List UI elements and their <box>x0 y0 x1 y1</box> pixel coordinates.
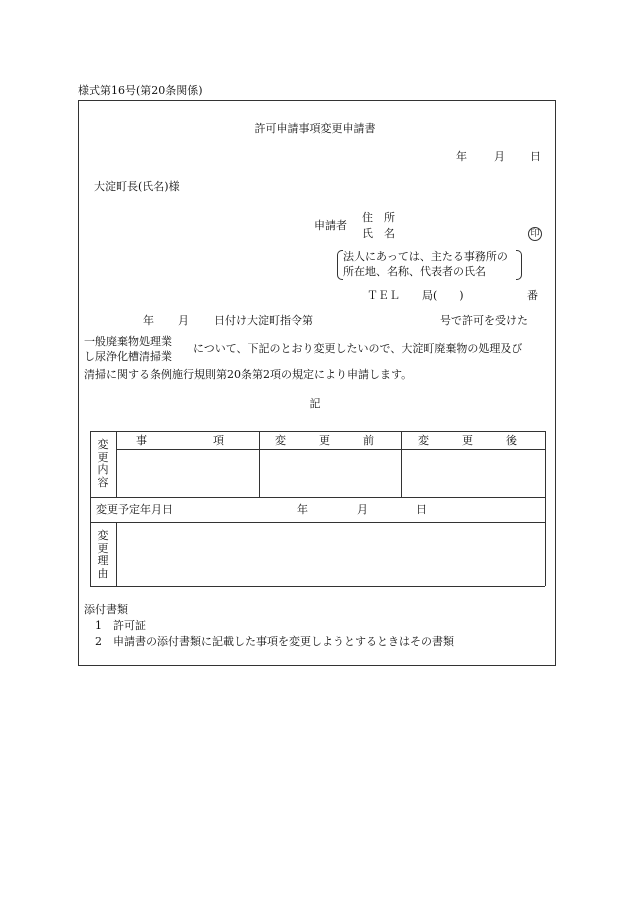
form-number: 様式第16号(第20条関係) <box>78 84 203 97</box>
table-column-divider <box>259 431 260 497</box>
table-row-divider <box>90 497 545 498</box>
planned-day: 日 <box>416 503 427 516</box>
table-column-divider <box>116 522 117 586</box>
date-day: 日 <box>530 150 541 163</box>
date-year: 年 <box>456 150 467 163</box>
planned-year: 年 <box>297 503 308 516</box>
tel-label: ＴＥＬ <box>367 289 400 302</box>
date-month: 月 <box>494 150 505 163</box>
attachment-item: 申請書の添付書類に記載した事項を変更しようとするときはその書類 <box>113 635 454 648</box>
corporate-note-line1: 法人にあっては、主たる事務所の <box>343 250 508 263</box>
corporate-note-line2: 所在地、名称、代表者の氏名 <box>343 265 486 278</box>
column-header-item: 事 項 <box>136 434 224 447</box>
attachment-number: 1 <box>95 619 102 632</box>
body-text-line1: について、下記のとおり変更したいので、大淀町廃棄物の処理及び <box>193 342 523 355</box>
tel-station: 局( ) <box>422 289 464 302</box>
designation-dated: 日付け大淀町指令第 <box>214 314 313 327</box>
addressee: 大淀町長(氏名)様 <box>94 180 180 193</box>
planned-date-label: 変更予定年月日 <box>96 503 173 516</box>
attachment-number: 2 <box>95 635 102 648</box>
business-type-2: し尿浄化槽清掃業 <box>84 350 172 363</box>
change-reason-label: 変更理由 <box>97 529 109 580</box>
business-type-1: 一般廃棄物処理業 <box>84 335 172 348</box>
change-content-label: 変更内容 <box>97 438 109 489</box>
body-text-line2: 清掃に関する条例施行規則第20条第2項の規定により申請します。 <box>84 368 413 381</box>
attachments-heading: 添付書類 <box>84 603 128 616</box>
planned-month: 月 <box>357 503 368 516</box>
seal-icon: 印 <box>528 227 542 241</box>
bracket-close-icon <box>516 250 522 280</box>
table-border-top <box>90 431 545 432</box>
tel-number: 番 <box>527 289 538 302</box>
designation-permit: 号で許可を受けた <box>440 314 528 327</box>
column-header-before: 変 更 前 <box>275 434 374 447</box>
table-column-divider <box>401 431 402 497</box>
designation-month: 月 <box>178 314 189 327</box>
attachment-item: 許可証 <box>113 619 146 632</box>
column-header-after: 変 更 後 <box>418 434 517 447</box>
table-border-left <box>90 431 91 586</box>
table-column-divider <box>116 431 117 497</box>
table-border-bottom <box>90 586 545 587</box>
address-label: 住 所 <box>362 211 395 224</box>
designation-year: 年 <box>143 314 154 327</box>
applicant-label: 申請者 <box>314 219 347 232</box>
form-title: 許可申請事項変更申請書 <box>254 122 376 135</box>
note-heading: 記 <box>309 397 321 410</box>
table-border-right <box>545 431 546 586</box>
table-row-divider <box>90 522 545 523</box>
name-label: 氏 名 <box>362 227 395 240</box>
table-header-divider <box>116 449 545 450</box>
